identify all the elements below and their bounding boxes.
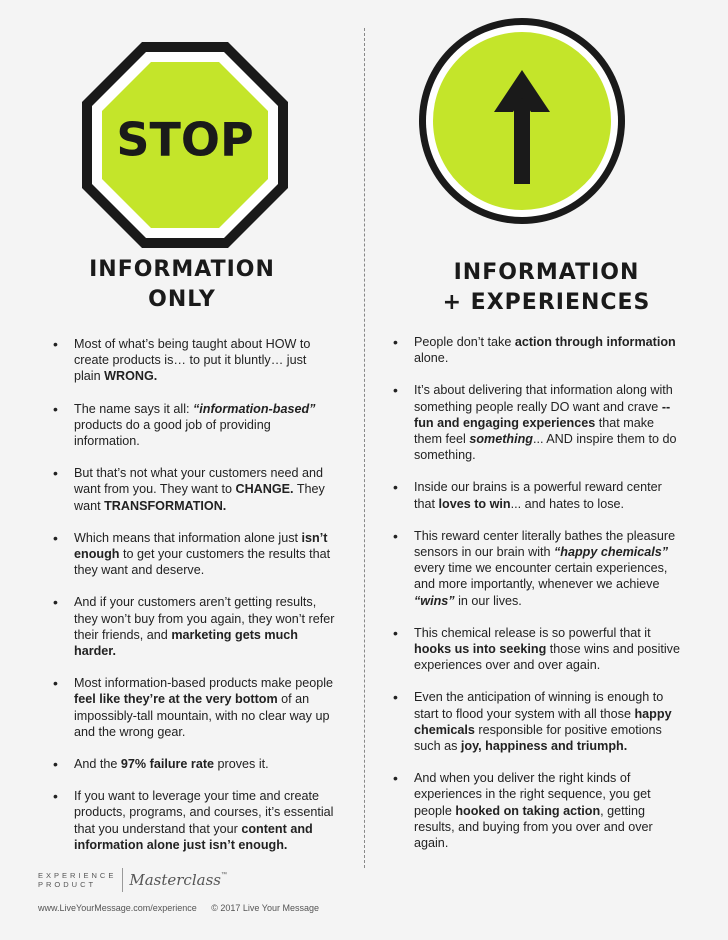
right-bullet-text: This chemical release is so powerful that it — [414, 625, 651, 640]
left-bullet-text: content and information alone just isn’t enough. — [74, 821, 313, 852]
right-bullet-text: People don’t take — [414, 335, 515, 349]
left-bullet-text: They want — [74, 482, 325, 513]
left-bullet-text: Which means that information alone just — [74, 530, 302, 545]
left-bullet-text: 97% failure rate — [120, 757, 215, 772]
footer-url[interactable]: www.LiveYourMessage.com/experience — [38, 903, 197, 913]
right-bullet-text: joy, happiness and triumph. — [460, 739, 628, 754]
right-bullet-text: responsible for positive emotions such as — [414, 722, 662, 754]
right-bullet-item — [414, 689, 684, 754]
logo-wordmark — [38, 871, 116, 889]
right-heading-line1: INFORMATION — [453, 260, 640, 285]
left-bullet-item — [74, 756, 336, 772]
stop-sign-text: STOP — [116, 112, 254, 167]
footer-text — [38, 903, 331, 913]
left-bullet-list — [74, 336, 336, 853]
right-bullet-text: -- fun and engaging experiences — [414, 399, 671, 430]
right-bullet-text: It’s about delivering that information along with something people really DO want and crave — [414, 383, 673, 414]
logo-script: Masterclass — [129, 871, 221, 889]
left-bullet-item — [74, 336, 336, 385]
right-bullet-item — [414, 479, 684, 511]
left-bullet-text: proves it. — [214, 757, 269, 772]
left-bullet-text: TRANSFORMATION. — [104, 498, 227, 513]
right-bullet-text: in our lives. — [454, 593, 522, 608]
left-bullet-item — [74, 465, 336, 514]
logo-line2: PRODUCT — [38, 880, 97, 889]
right-bullet-text: ... AND inspire them to do something. — [414, 432, 677, 463]
left-bullet-text: But that’s not what your customers need and want from you. They want to — [74, 466, 323, 497]
right-bullet-text: action through information — [514, 335, 676, 349]
left-bullet-text: Most of what’s being taught about HOW to create products is… to put it bluntly… just plain — [74, 337, 311, 384]
right-column — [365, 0, 728, 940]
left-bullet-text: marketing gets much harder. — [74, 627, 298, 659]
right-bullet-text: those wins and positive experiences over and over again. — [414, 642, 680, 673]
left-bullet-text: WRONG. — [104, 369, 158, 384]
left-bullet-text: “information-based” — [193, 401, 316, 416]
logo-line1: EXPERIENCE — [38, 871, 117, 880]
right-bullet-text: something — [469, 432, 533, 447]
right-bullet-text: hooks us into seeking — [414, 642, 547, 657]
right-heading-line2: + EXPERIENCES — [442, 290, 651, 315]
right-bullet-item — [414, 334, 684, 366]
right-bullet-item — [414, 770, 684, 851]
left-bullet-text: products do a good job of providing information. — [74, 417, 271, 449]
left-bullet-text: And if your customers aren’t getting results, they won’t buy from you again, they won’t refer their friends, and — [74, 595, 335, 642]
arrow-up-sign-icon — [417, 16, 627, 226]
left-bullet-text: of an impossibly-tall mountain, with no clear way up and the wrong gear. — [74, 692, 330, 739]
footer-copyright: © 2017 Live Your Message — [211, 903, 319, 913]
left-bullet-item — [74, 530, 336, 579]
left-bullet-text: CHANGE. — [235, 482, 294, 497]
right-bullet-item — [414, 382, 684, 463]
right-bullet-list — [414, 334, 684, 851]
logo-separator — [122, 868, 123, 892]
left-bullet-text: If you want to leverage your time and create products, programs, and courses, it’s essential that you understand that your — [74, 789, 334, 836]
left-bullet-text: to get your customers the results that they want and deserve. — [74, 547, 331, 578]
right-bullet-text: every time we encounter certain experiences, and more importantly, whenever we achieve — [414, 561, 668, 592]
right-bullet-text: “wins” — [414, 593, 455, 608]
logo-trademark: ™ — [220, 872, 227, 878]
left-bullet-text: The name says it all: — [74, 401, 193, 416]
right-bullet-text: “happy chemicals” — [554, 545, 669, 560]
left-bullet-text: isn’t enough — [74, 530, 328, 562]
right-bullet-text: hooked on taking action — [455, 803, 601, 818]
left-heading-line1: INFORMATION — [89, 257, 275, 282]
right-bullet-text: ... and hates to lose. — [510, 496, 625, 511]
right-bullet-text: This reward center literally bathes the pleasure sensors in our brain with — [414, 528, 676, 560]
footer-logo — [38, 868, 227, 892]
left-bullet-text: Most information-based products make people — [74, 676, 334, 691]
right-bullet-text: alone. — [414, 351, 449, 366]
left-bullet-item — [74, 401, 336, 450]
right-heading — [365, 258, 728, 318]
right-bullet-text: , getting results, and buying from you over and over again. — [414, 803, 653, 851]
left-bullet-text: And the — [74, 757, 121, 772]
left-bullet-item — [74, 594, 336, 659]
left-bullet-item — [74, 675, 336, 740]
left-bullet-item — [74, 788, 336, 853]
right-bullet-text: happy chemicals — [414, 706, 672, 737]
right-bullet-text: Even the anticipation of winning is enough to start to flood your system with all those — [414, 690, 664, 721]
right-bullet-text: that make them feel — [414, 415, 655, 447]
right-bullet-text: loves to win — [438, 496, 511, 511]
right-bullet-text: And when you deliver the right kinds of experiences in the right sequence, you get people — [414, 771, 651, 818]
right-bullet-text: Inside our brains is a powerful reward center that — [414, 480, 662, 511]
left-heading-line2: ONLY — [148, 287, 216, 312]
left-heading — [0, 255, 364, 315]
right-bullet-item — [414, 625, 684, 674]
left-bullet-text: feel like they’re at the very bottom — [74, 692, 278, 707]
stop-sign-icon — [80, 40, 290, 250]
right-bullet-item — [414, 528, 684, 609]
